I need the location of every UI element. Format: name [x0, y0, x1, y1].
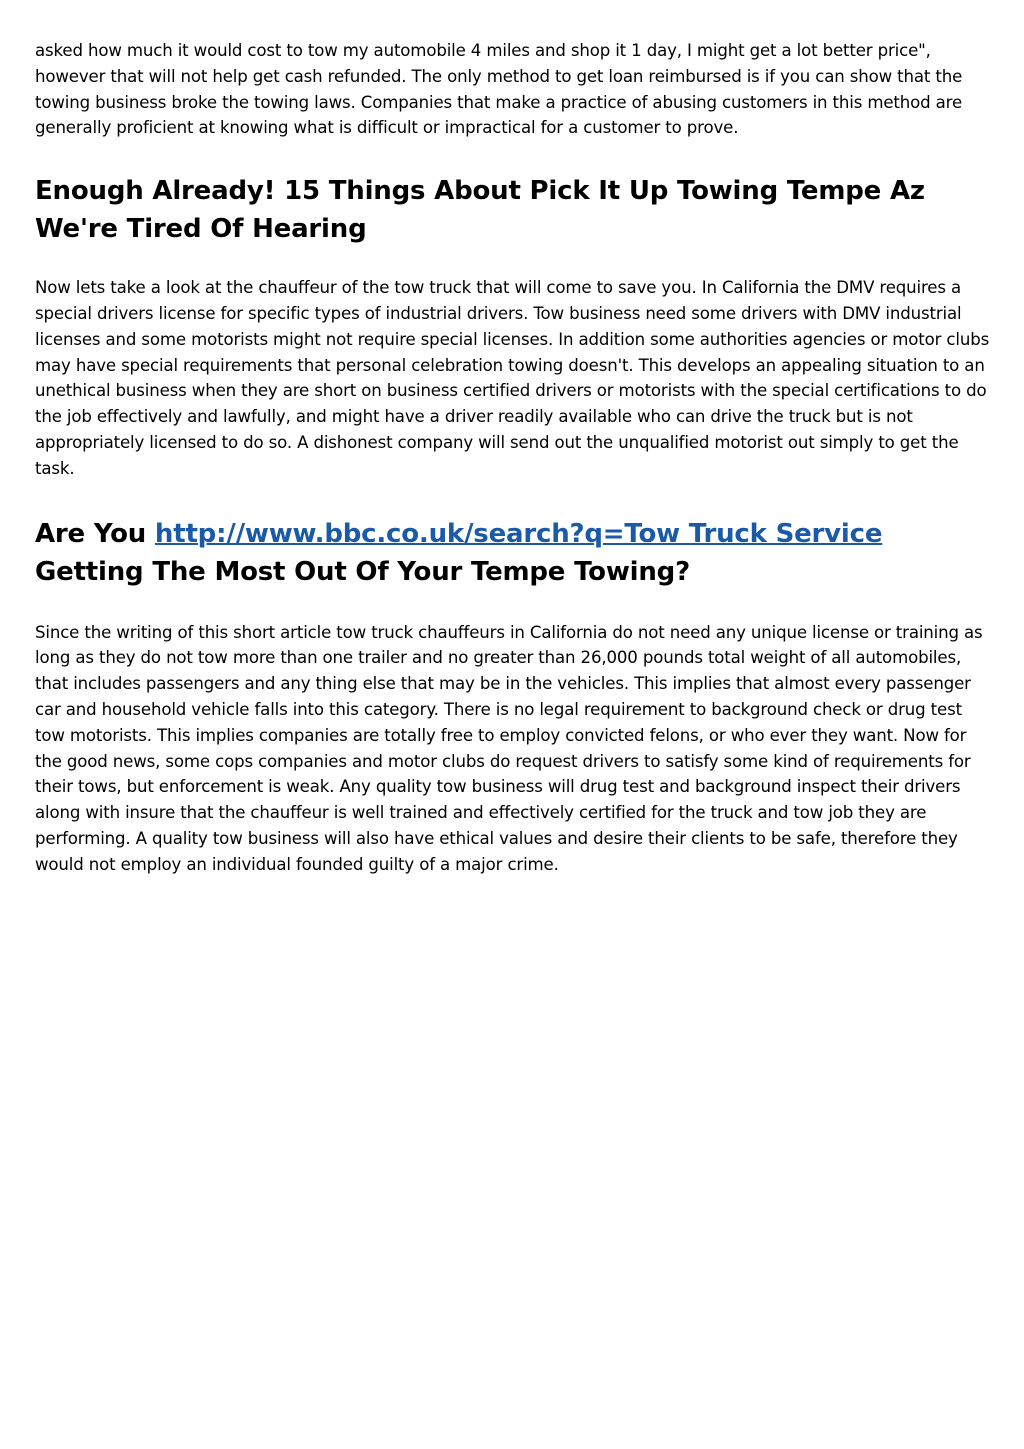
paragraph-license-requirements: Since the writing of this short article tow truck chauffeurs in California do not need any unique license or training as long as they do not tow more than one trailer and no greater than 26,000 pounds total weight of all automobiles, that includes passengers and any thing else that may be in the vehicles. This implies that almost every passenger car and household vehicle falls into this category. There is no legal requirement to background check or drug test tow motorists. This implies companies are totally free to employ convicted felons, or who ever they want. Now for the good news, some cops companies and motor clubs do request drivers to satisfy some kind of requirements for their tows, but enforcement is weak. Any quality tow business will drug test and background inspect their drivers along with insure that the chauffeur is well trained and effectively certified for the truck and tow job they are performing. A quality tow business will also have ethical values and desire their clients to be safe, therefore they would not employ an individual founded guilty of a major crime.: [35, 622, 983, 874]
paragraph-intro: asked how much it would cost to tow my automobile 4 miles and shop it 1 day, I might get a lot better price", however that will not help get cash refunded. The only method to get loan reimbursed is if you can show that the towing business broke the towing laws. Companies that make a practice of abusing customers in this method are generally proficient at knowing what is difficult or impractical for a customer to prove.: [35, 41, 963, 138]
section-heading-enough-already: Enough Already! 15 Things About Pick It Up Towing Tempe Az We're Tired Of Hearing: [35, 176, 925, 245]
heading-suffix: Getting The Most Out Of Your Tempe Towing?: [35, 556, 690, 587]
article-page: [35, 38, 995, 878]
bbc-search-link[interactable]: http://www.bbc.co.uk/search?q=Tow Truck Service: [154, 518, 883, 549]
heading-prefix: Are You: [35, 518, 155, 549]
section-heading-are-you: [35, 515, 995, 591]
paragraph-chauffeur: Now lets take a look at the chauffeur of the tow truck that will come to save you. In California the DMV requires a special drivers license for specific types of industrial drivers. Tow business need some drivers with DMV industrial licenses and some motorists might not require special licenses. In addition some authorities agencies or motor clubs may have special requirements that personal celebration towing doesn't. This develops an appealing situation to an unethical business when they are short on business certified drivers or motorists with the special certifications to do the job effectively and lawfully, and might have a driver readily available who can drive the truck but is not appropriately licensed to do so. A dishonest company will send out the unqualified motorist out simply to get the task.: [35, 278, 990, 478]
